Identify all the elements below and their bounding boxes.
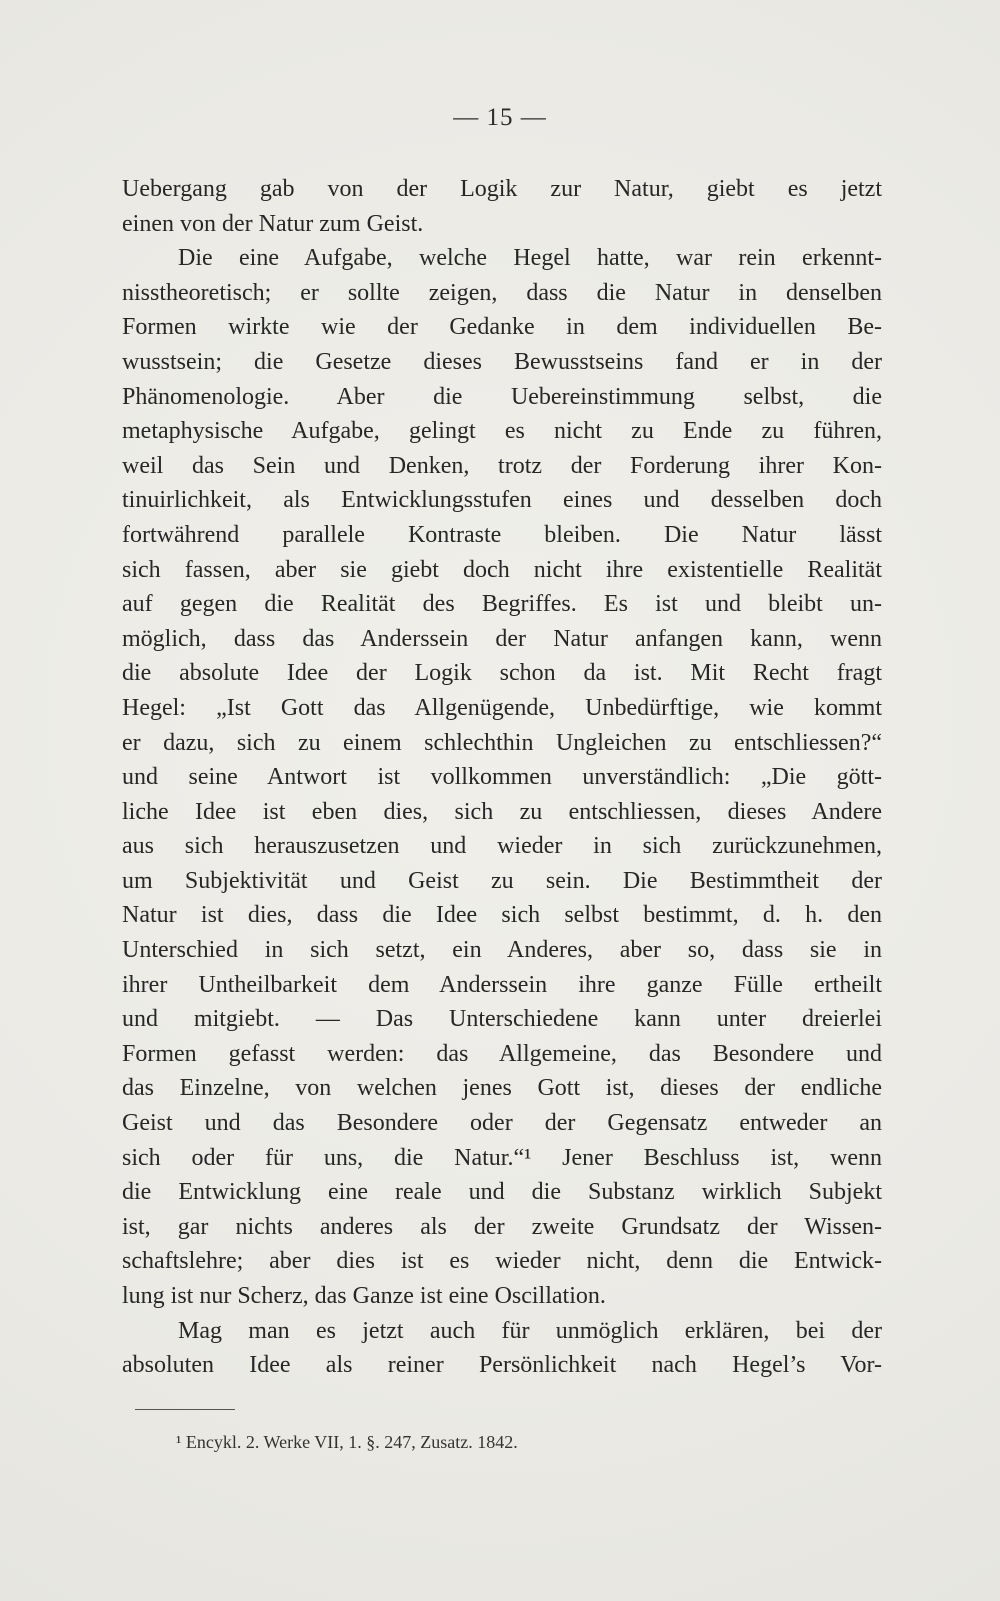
text-line: er dazu, sich zu einem schlechthin Ungleichen zu entschliessen?“ <box>122 729 882 756</box>
text-line: Phänomenologie. Aber die Uebereinstimmung selbst, die <box>122 383 882 410</box>
text-line: Uebergang gab von der Logik zur Natur, giebt es jetzt <box>122 176 882 202</box>
text-line: ist, gar nichts anderes als der zweite Grundsatz der Wissen- <box>122 1213 882 1240</box>
text-line: ihrer Untheilbarkeit dem Anderssein ihre ganze Fülle ertheilt <box>122 971 882 998</box>
text-line: einen von der Natur zum Geist. <box>122 210 424 237</box>
text-line: sich oder für uns, die Natur.“¹ Jener Beschluss ist, wenn <box>122 1144 882 1171</box>
text-line: wusstsein; die Gesetze dieses Bewusstseins fand er in der <box>122 348 882 375</box>
text-line: Unterschied in sich setzt, ein Anderes, aber so, dass sie in <box>122 937 882 964</box>
footnote: ¹ Encykl. 2. Werke VII, 1. §. 247, Zusatz. 1842. <box>176 1432 518 1452</box>
text-line: Mag man es jetzt auch für unmöglich erklären, bei der <box>178 1317 882 1344</box>
text-line: lung ist nur Scherz, das Ganze ist eine Oscillation. <box>122 1283 606 1309</box>
text-line: und mitgiebt. — Das Unterschiedene kann unter dreierlei <box>122 1006 882 1033</box>
page-number: — 15 — <box>453 104 547 131</box>
text-line: metaphysische Aufgabe, gelingt es nicht zu Ende zu führen, <box>122 418 882 445</box>
text-line: das Einzelne, von welchen jenes Gott ist, dieses der endliche <box>122 1075 882 1102</box>
text-line: die absolute Idee der Logik schon da ist. Mit Recht fragt <box>122 660 882 687</box>
text-line: um Subjektivität und Geist zu sein. Die Bestimmtheit der <box>122 867 882 894</box>
text-line: weil das Sein und Denken, trotz der Forderung ihrer Kon- <box>122 452 882 479</box>
text-line: und seine Antwort ist vollkommen unverständlich: „Die gött- <box>122 764 882 791</box>
text-line: schaftslehre; aber dies ist es wieder nicht, denn die Entwick- <box>122 1248 882 1275</box>
footnote-divider <box>135 1409 235 1410</box>
text-line: Natur ist dies, dass die Idee sich selbst bestimmt, d. h. den <box>122 902 882 929</box>
text-line: aus sich herauszusetzen und wieder in sich zurückzunehmen, <box>122 833 882 860</box>
text-line: Die eine Aufgabe, welche Hegel hatte, war rein erkennt- <box>178 245 882 272</box>
text-line: die Entwicklung eine reale und die Substanz wirklich Subjekt <box>122 1179 882 1206</box>
text-line: Formen wirkte wie der Gedanke in dem individuellen Be- <box>122 314 882 341</box>
body-text <box>122 172 882 1383</box>
text-line: nisstheoretisch; er sollte zeigen, dass die Natur in denselben <box>122 279 882 306</box>
text-line: auf gegen die Realität des Begriffes. Es ist und bleibt un- <box>122 591 882 618</box>
text-line: möglich, dass das Anderssein der Natur anfangen kann, wenn <box>122 625 882 652</box>
text-line: sich fassen, aber sie giebt doch nicht ihre existentielle Realität <box>122 556 882 583</box>
text-line: Formen gefasst werden: das Allgemeine, das Besondere und <box>122 1040 882 1067</box>
text-line: tinuirlichkeit, als Entwicklungsstufen eines und desselben doch <box>122 487 882 514</box>
text-line: absoluten Idee als reiner Persönlichkeit nach Hegel’s Vor- <box>122 1352 882 1379</box>
text-line: liche Idee ist eben dies, sich zu entschliessen, dieses Andere <box>122 798 882 825</box>
text-line: Geist und das Besondere oder der Gegensatz entweder an <box>122 1110 882 1137</box>
text-line: fortwährend parallele Kontraste bleiben. Die Natur lässt <box>122 521 882 548</box>
text-line: Hegel: „Ist Gott das Allgenügende, Unbedürftige, wie kommt <box>122 694 882 721</box>
